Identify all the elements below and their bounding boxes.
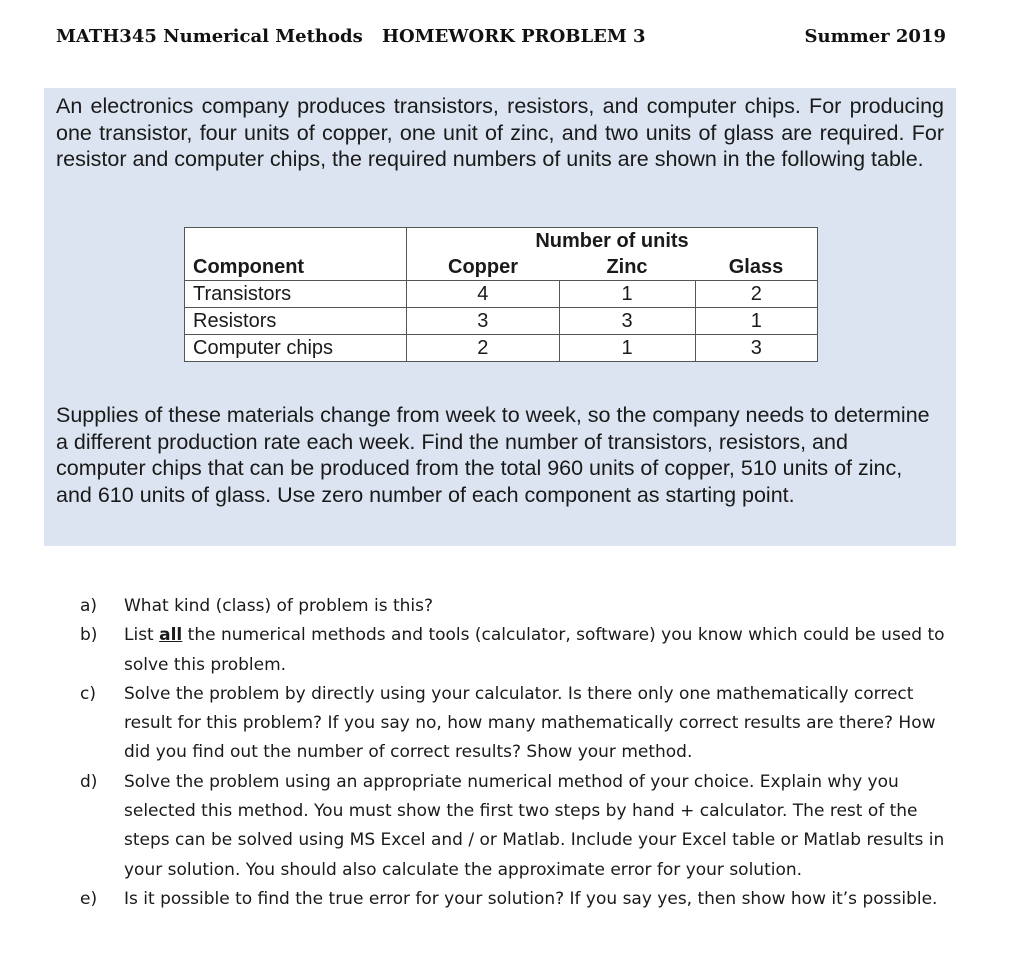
- units-table: [184, 227, 818, 362]
- header-glass: Glass: [695, 254, 818, 281]
- question-letter: e): [80, 888, 98, 909]
- question-item: [80, 621, 950, 680]
- cell-component: Transistors: [185, 281, 407, 308]
- cell-glass: 2: [695, 281, 818, 308]
- question-letter: d): [80, 771, 98, 792]
- table-row: [185, 308, 818, 335]
- table-header-row: [185, 254, 818, 281]
- table-row: [185, 281, 818, 308]
- question-item: [80, 885, 950, 914]
- emphasis-all: all: [159, 625, 183, 646]
- question-letter: b): [80, 625, 98, 646]
- cell-zinc: 1: [559, 335, 695, 362]
- term-label: Summer 2019: [804, 26, 946, 47]
- question-item: [80, 768, 950, 885]
- table-row: [185, 335, 818, 362]
- question-text: Is it possible to find the true error for your solution? If you say yes, then show how it’s possible.: [124, 888, 938, 909]
- header-copper: Copper: [407, 254, 560, 281]
- group-header: Number of units: [407, 228, 818, 255]
- cell-copper: 2: [407, 335, 560, 362]
- cell-copper: 3: [407, 308, 560, 335]
- header-component: Component: [185, 254, 407, 281]
- cell-glass: 1: [695, 308, 818, 335]
- question-letter: c): [80, 683, 96, 704]
- question-letter: a): [80, 596, 98, 616]
- course-name: MATH345 Numerical Methods: [56, 26, 363, 47]
- problem-supplies: Supplies of these materials change from week to week, so the company needs to determine a different production rate each week. Find the number of transistors, resistors, and computer chips that can be produced from the total 960 units of copper, 510 units of zinc, and 610 units of glass. Use zero number of each component as starting point.: [56, 403, 930, 507]
- cell-glass: 3: [695, 335, 818, 362]
- question-text-pre: List: [124, 625, 160, 646]
- cell-copper: 4: [407, 281, 560, 308]
- question-text: What kind (class) of problem is this?: [124, 596, 434, 616]
- question-item: [80, 680, 950, 768]
- table-corner-cell: [185, 228, 407, 255]
- question-text: Solve the problem using an appropriate numerical method of your choice. Explain why you selected this method. You must show the first two steps by hand + calculator. The rest of the steps can be solved using MS Excel and / or Matlab. Include your Excel table or Matlab results in your solution. You should also calculate the approximate error for your solution.: [124, 771, 945, 880]
- question-text: Solve the problem by directly using your calculator. Is there only one mathematically correct result for this problem? If you say no, how many mathematically correct results are there? How did you find out the number of correct results? Show your method.: [124, 683, 936, 763]
- cell-zinc: 3: [559, 308, 695, 335]
- question-list: [80, 592, 950, 914]
- cell-component: Resistors: [185, 308, 407, 335]
- problem-statement-box: [44, 88, 956, 546]
- page-header: [56, 26, 946, 52]
- question-text-post: the numerical methods and tools (calculator, software) you know which could be used to solve this problem.: [124, 625, 945, 675]
- cell-zinc: 1: [559, 281, 695, 308]
- cell-component: Computer chips: [185, 335, 407, 362]
- header-zinc: Zinc: [559, 254, 695, 281]
- problem-intro: An electronics company produces transistors, resistors, and computer chips. For producing one transistor, four units of copper, one unit of zinc, and two units of glass are required. For resistor and computer chips, the required numbers of units are shown in the following table.: [56, 94, 944, 171]
- assignment-title: HOMEWORK PROBLEM 3: [382, 26, 646, 47]
- question-item: [80, 592, 950, 621]
- table-group-row: [185, 228, 818, 255]
